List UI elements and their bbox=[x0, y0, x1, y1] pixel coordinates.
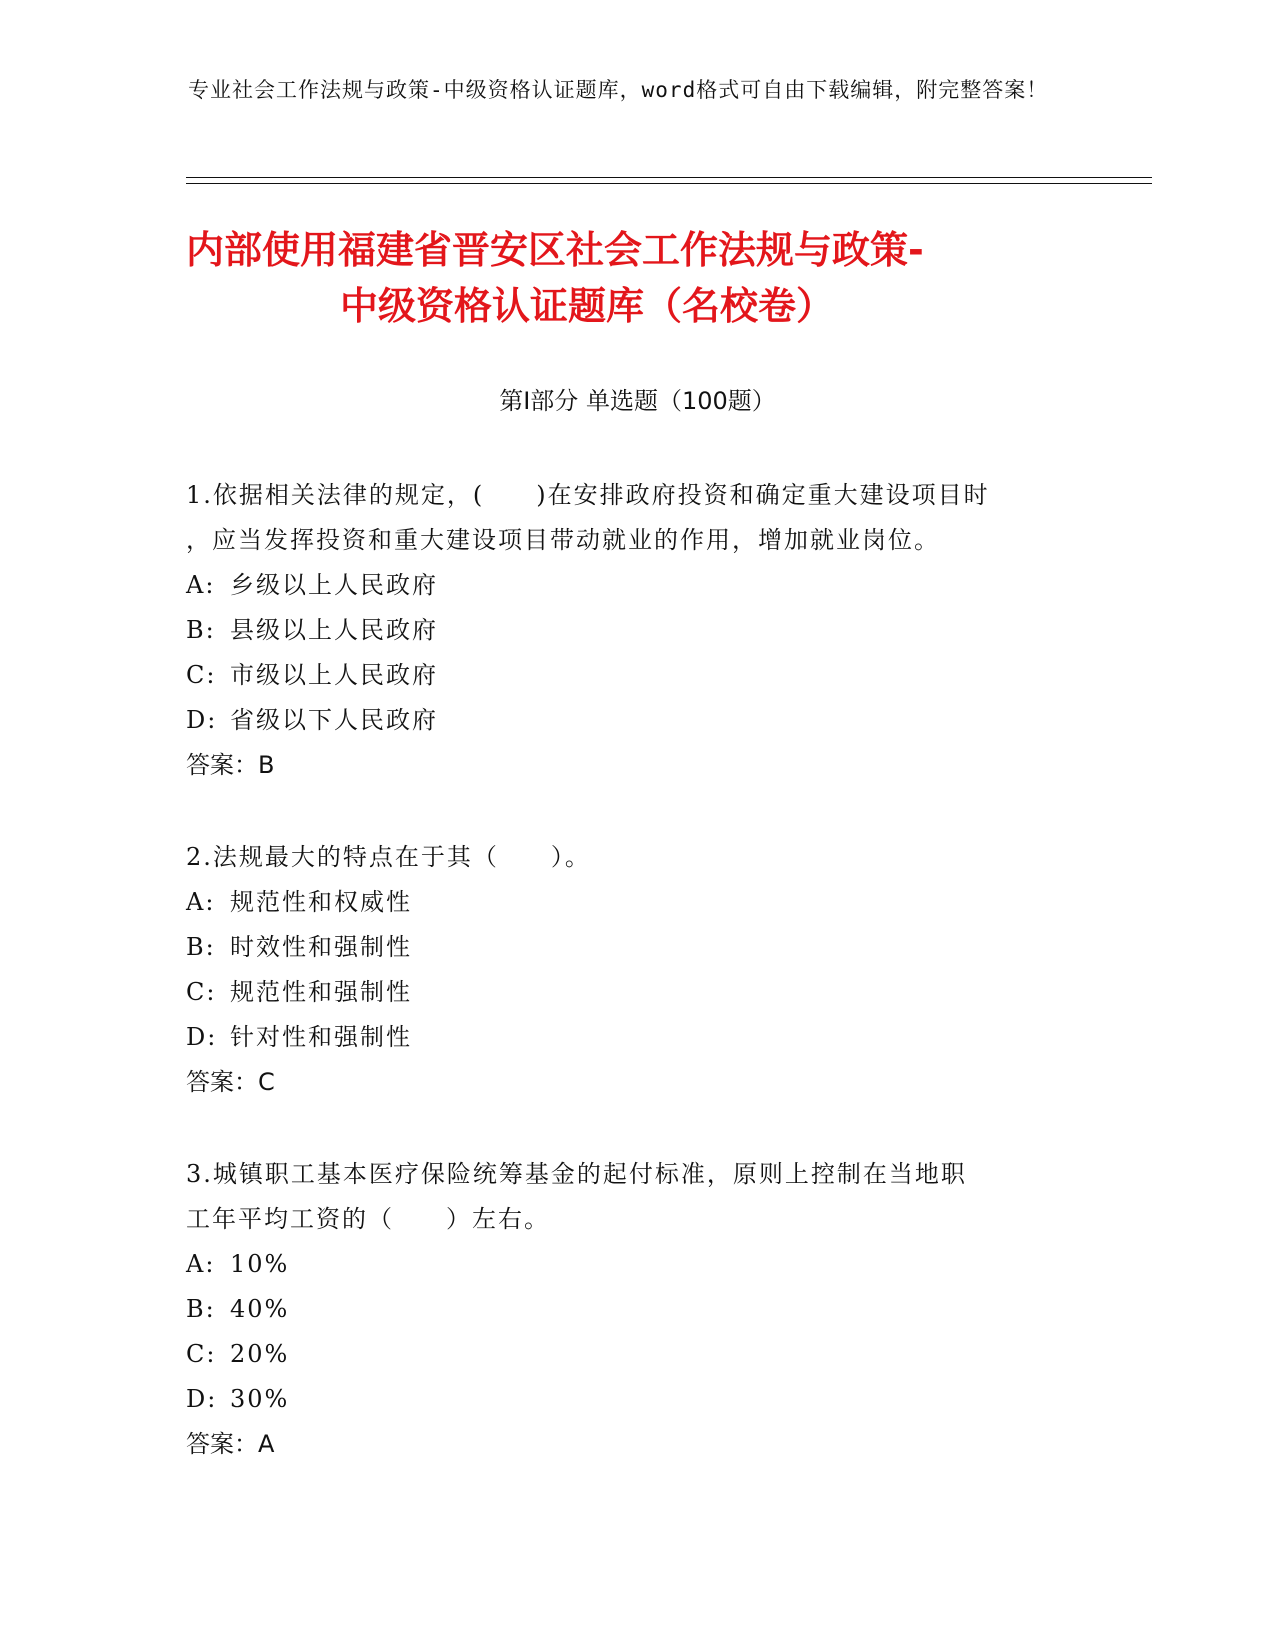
question-1-stem-line-2: ，应当发挥投资和重大建设项目带动就业的作用，增加就业岗位。 bbox=[186, 526, 940, 554]
option-letter: A: bbox=[186, 1250, 216, 1278]
option-text: 针对性和强制性 bbox=[230, 1023, 412, 1051]
header-rule-bottom bbox=[186, 183, 1152, 184]
document-title-line-2: 中级资格认证题库（名校卷） bbox=[340, 284, 835, 328]
option-text: 规范性和权威性 bbox=[230, 888, 412, 916]
option-letter: B: bbox=[186, 616, 216, 644]
option-letter: D: bbox=[186, 706, 218, 734]
question-1-stem-line-1: 1.依据相关法律的规定，( )在安排政府投资和确定重大建设项目时 bbox=[186, 481, 990, 509]
option-letter: C: bbox=[186, 978, 217, 1006]
option-text: 时效性和强制性 bbox=[230, 933, 412, 961]
option-text: 40% bbox=[230, 1295, 290, 1323]
question-2-answer: 答案：C bbox=[186, 1068, 275, 1096]
question-3 bbox=[186, 1152, 1086, 1467]
question-3-answer: 答案：A bbox=[186, 1430, 275, 1458]
question-2-option-a bbox=[186, 880, 1086, 925]
option-letter: C: bbox=[186, 1340, 217, 1368]
question-1-answer: 答案：B bbox=[186, 751, 275, 779]
header-note: 专业社会工作法规与政策-中级资格认证题库，word格式可自由下载编辑，附完整答案！ bbox=[188, 78, 1049, 102]
question-1-option-b bbox=[186, 608, 1086, 653]
option-text: 20% bbox=[230, 1340, 290, 1368]
question-2-option-c bbox=[186, 970, 1086, 1015]
header-rule-top bbox=[186, 177, 1152, 178]
question-list bbox=[186, 473, 1086, 1514]
document-title bbox=[186, 222, 1086, 334]
question-1 bbox=[186, 473, 1086, 788]
section-heading: 第Ⅰ部分 单选题（100题） bbox=[499, 387, 776, 415]
option-letter: B: bbox=[186, 933, 216, 961]
question-2-option-d bbox=[186, 1015, 1086, 1060]
question-3-option-c bbox=[186, 1332, 1086, 1377]
question-3-option-b bbox=[186, 1287, 1086, 1332]
option-text: 规范性和强制性 bbox=[230, 978, 412, 1006]
question-2-option-b bbox=[186, 925, 1086, 970]
option-letter: B: bbox=[186, 1295, 216, 1323]
question-1-option-a bbox=[186, 563, 1086, 608]
option-text: 市级以上人民政府 bbox=[230, 661, 438, 689]
option-text: 乡级以上人民政府 bbox=[230, 571, 438, 599]
option-letter: A: bbox=[186, 571, 216, 599]
question-2-stem-line-1: 2.法规最大的特点在于其（ ）。 bbox=[186, 843, 591, 871]
question-3-option-d bbox=[186, 1377, 1086, 1422]
question-3-stem-line-1: 3.城镇职工基本医疗保险统筹基金的起付标准，原则上控制在当地职 bbox=[186, 1160, 967, 1188]
question-3-stem-line-2: 工年平均工资的（ ）左右。 bbox=[186, 1205, 550, 1233]
question-3-option-a bbox=[186, 1242, 1086, 1287]
option-text: 县级以上人民政府 bbox=[230, 616, 438, 644]
option-text: 30% bbox=[230, 1385, 290, 1413]
option-letter: D: bbox=[186, 1023, 218, 1051]
document-title-line-1: 内部使用福建省晋安区社会工作法规与政策- bbox=[186, 228, 924, 272]
question-1-option-c bbox=[186, 653, 1086, 698]
question-2 bbox=[186, 835, 1086, 1105]
option-letter: A: bbox=[186, 888, 216, 916]
option-letter: D: bbox=[186, 1385, 218, 1413]
question-1-option-d bbox=[186, 698, 1086, 743]
option-text: 省级以下人民政府 bbox=[230, 706, 438, 734]
option-text: 10% bbox=[230, 1250, 290, 1278]
option-letter: C: bbox=[186, 661, 217, 689]
